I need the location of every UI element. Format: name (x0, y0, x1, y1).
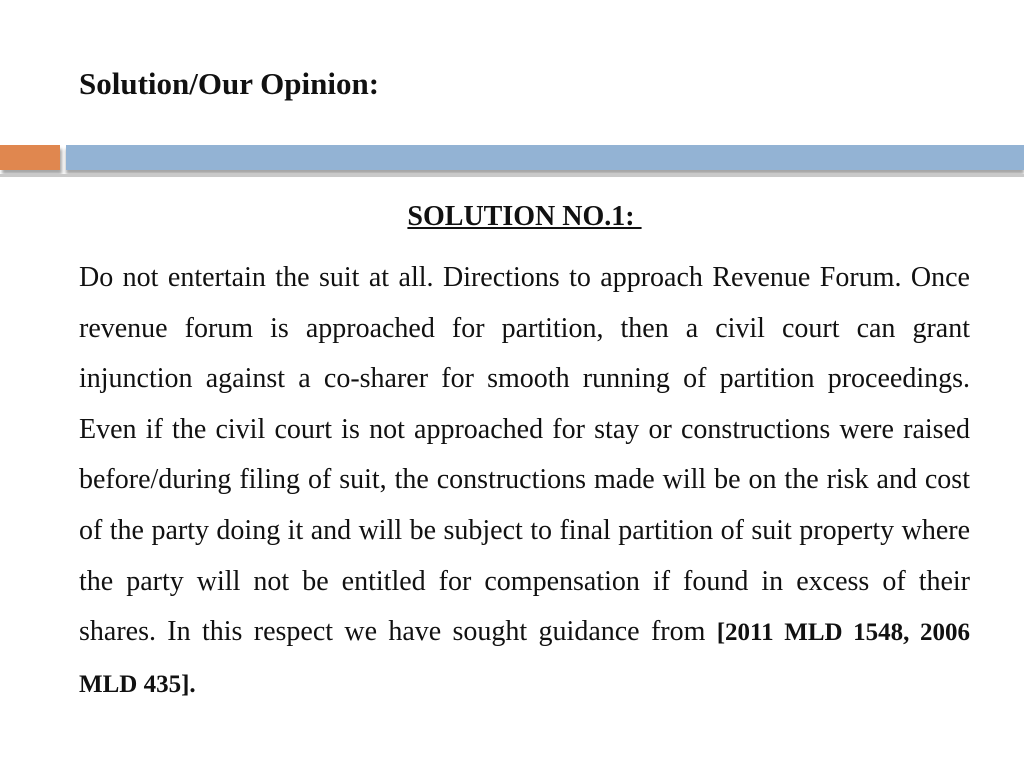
solution-heading-text: SOLUTION NO.1: (407, 201, 642, 232)
solution-body-text: Do not entertain the suit at all. Directions to approach Revenue Forum. Once revenue forum is approached for partition, then a civil court can grant injunction against a co-sharer for smooth running of partition proceedings. Even if the civil court is not approached for stay or constructions were raised before/during filing of suit, the constructions made will be on the risk and cost of the party doing it and will be subject to final partition of suit property where the party will not be entitled for compensation if found in excess of their shares. In this respect we have sought guidance from (79, 262, 970, 648)
accent-band-blue (66, 145, 1024, 170)
accent-band-orange (0, 145, 60, 170)
accent-band-shadow (0, 174, 1024, 177)
solution-body (79, 253, 970, 710)
citation: [2011 MLD 1548, 2006 MLD 435]. (79, 619, 970, 698)
slide-title: Solution/Our Opinion: (79, 66, 380, 101)
solution-heading (79, 198, 970, 236)
